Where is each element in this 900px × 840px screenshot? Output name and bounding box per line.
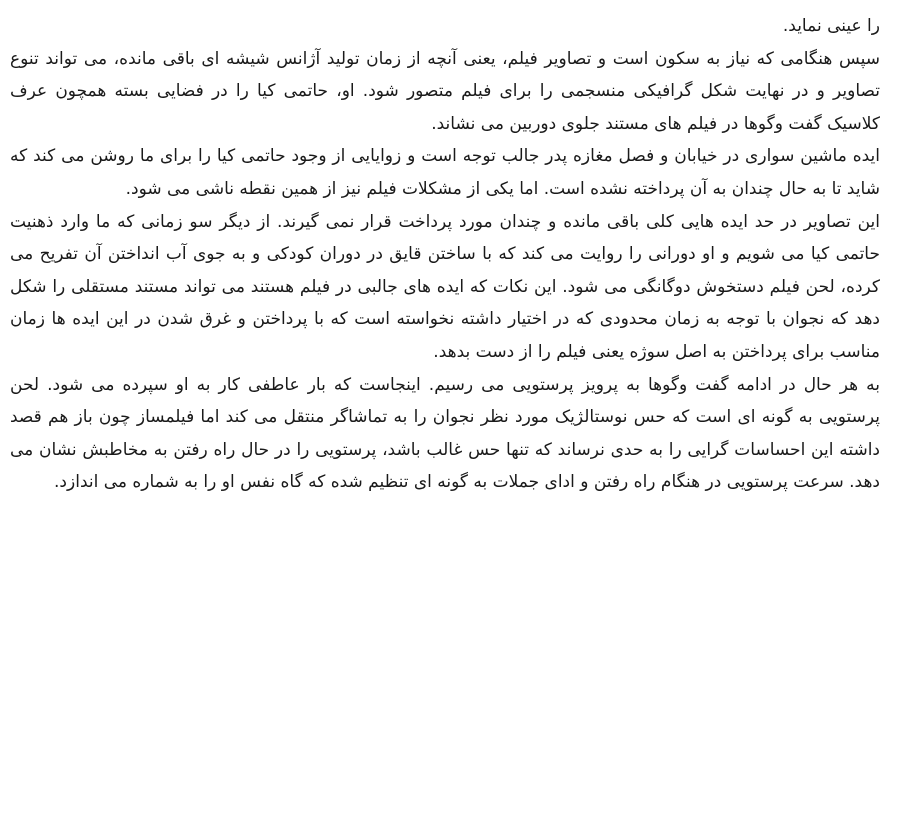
article-body (10, 10, 880, 499)
paragraph-4: به هر حال در ادامه گفت وگوها به پرویز پرستویی می رسیم. اینجاست که بار عاطفی کار به او سپرده می شود. لحن پرستویی به گونه ای است که حس نوستالژیک مورد نظر نجوان را به تماشاگر منتقل می کند اما فیلمساز چون باز هم قصد داشته این احساسات گرایی را به حدی نرساند که تنها حس غالب باشد، پرستویی را در حال راه رفتن به مخاطبش نشان می دهد. سرعت پرستویی در هنگام راه رفتن و ادای جملات به گونه ای تنظیم شده که گاه نفس او را به شماره می اندازد. (10, 374, 880, 493)
paragraph-1: سپس هنگامی که نیاز به سکون است و تصاویر فیلم، یعنی آنچه از زمان تولید آژانس شیشه ای باقی مانده، می تواند تنوع تصاویر و در نهایت شکل گرافیکی منسجمی را برای فیلم متصور شود. او، حاتمی کیا را در فضایی بسته همچون عرف کلاسیک گفت وگوها در فیلم های مستند جلوی دوربین می نشاند. (10, 48, 880, 134)
paragraph-2: ایده ماشین سواری در خیابان و فصل مغازه پدر جالب توجه است و زوایایی از وجود حاتمی کیا را برای ما روشن می کند که شاید تا به حال چندان به آن پرداخته نشده است. اما یکی از مشکلات فیلم نیز از همین نقطه ناشی می شود. (10, 146, 880, 199)
paragraph-3: این تصاویر در حد ایده هایی کلی باقی مانده و چندان مورد پرداخت قرار نمی گیرند. از دیگر سو زمانی که ما وارد ذهنیت حاتمی کیا می شویم و او دورانی را روایت می کند که با ساختن قایق در دوران کودکی و به جوی آب انداختن آن تفریح می کرده، لحن فیلم دستخوش دوگانگی می شود. این نکات که ایده های جالبی در فیلم هستند می تواند مستند مستقلی را شکل دهد که نجوان با توجه به زمان محدودی که در اختیار داشته نخواسته است که با پرداختن و غرق شدن در این ایده ها زمان مناسب برای پرداختن به اصل سوژه یعنی فیلم را از دست بدهد. (10, 211, 880, 362)
paragraph-continuation: را عینی نماید. (782, 16, 880, 36)
